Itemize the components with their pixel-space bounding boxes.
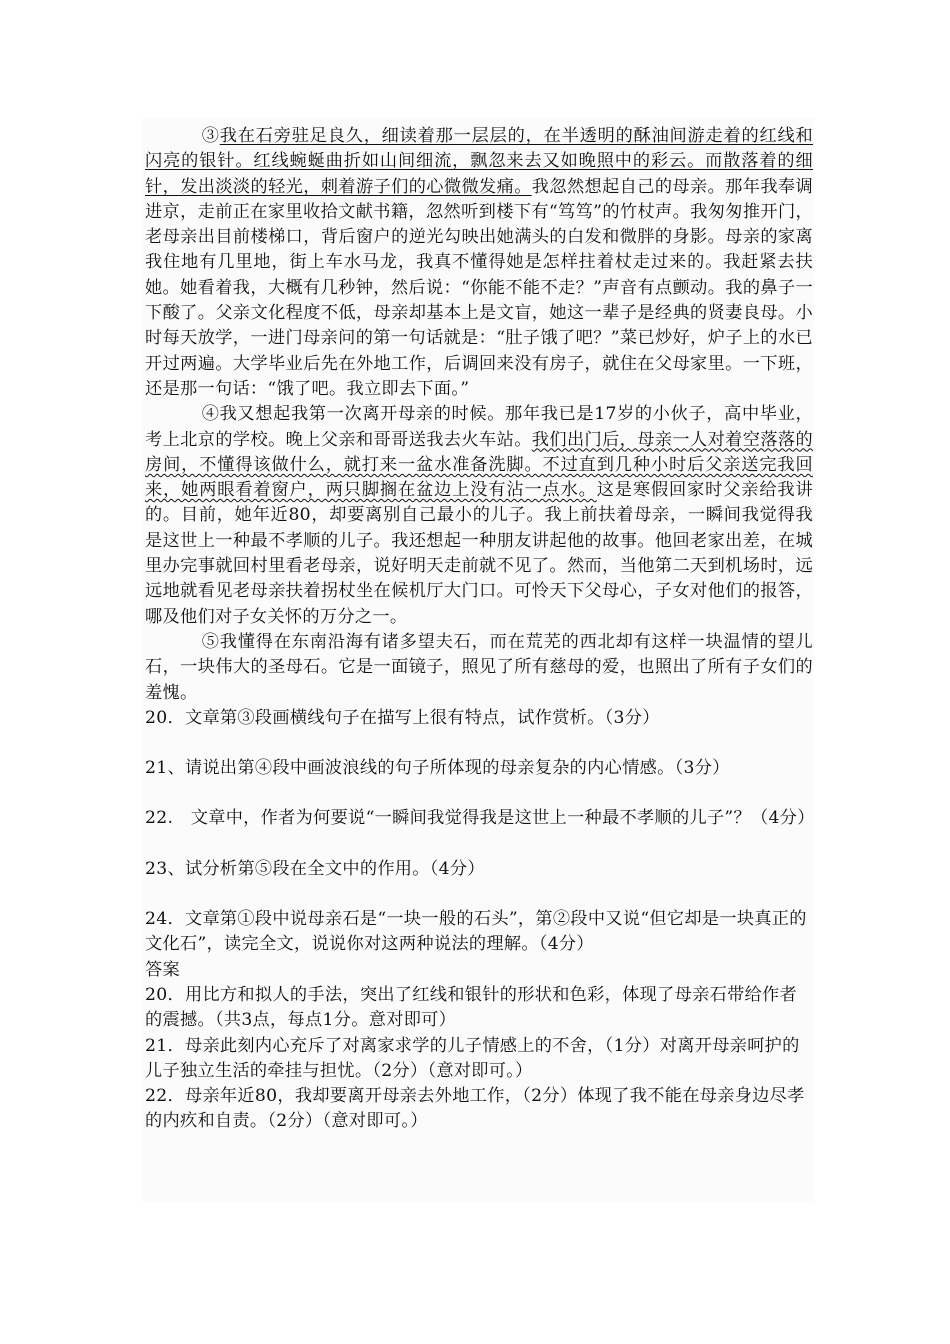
paragraph-text: 我又想起我第一次离开母亲的时候。那年我已是17岁的小伙子，高中毕业，考上北京的学校。晚上父亲和哥哥送我去火车站。 [145, 404, 813, 450]
answer-space [145, 781, 813, 806]
paragraph-text: 这是寒假回家时父亲给我讲的。目前，她年近80，却要离别自己最小的儿子。我上前扶着母亲，一瞬间我觉得我是这世上一种最不孝顺的儿子。我还想起一种朋友讲起他的故事。他回老家出差，在城里办完事就回村里看老母亲，说好明天走前就不见了。然而，当他第二天到机场时，远远地就看见老母亲扶着拐杖坐在候机厅大门口。可怜天下父母心，子女对他们的报答，哪及他们对子女关怀的万分之一。 [145, 480, 813, 627]
answer-space [145, 882, 813, 907]
answers-heading: 答案 [145, 959, 180, 980]
question-24: 24．文章第①段中说母亲石是“一块一般的石头”，第②段中又说“但它却是一块真正的文化石”，读完全文，说说你对这两种说法的理解。（4分） [145, 909, 807, 955]
question-23: 23、试分析第⑤段在全文中的作用。（4分） [145, 858, 485, 879]
question-21: 21、请说出第④段中画波浪线的句子所体现的母亲复杂的内心情感。（3分） [145, 758, 730, 779]
answer-20: 20．用比方和拟人的手法，突出了红线和银针的形状和色彩，体现了母亲石带给作者的震撼。（共3点，每点1分。意对即可） [145, 984, 798, 1031]
paragraph-5 [145, 630, 813, 706]
paragraph-number: ③ [201, 126, 220, 146]
underlined-sentence: 我在石旁驻足良久，细读着那一层层的，在半透明的酥油间游走着的红线和闪亮的银针。红线蜿蜒曲折如山间细流，飘忽来去又如晚照中的彩云。而散落着的细针，发出淡淡的轻光，刺着游子们的心微微发痛。 [145, 126, 813, 197]
document-body [145, 124, 813, 1135]
paragraph-text: 我懂得在东南沿海有诸多望夫石，而在荒芜的西北却有这样一块温情的望儿石，一块伟大的圣母石。它是一面镜子，照见了所有慈母的爱，也照出了所有子女们的羞愧。 [145, 631, 813, 703]
paragraph-number: ⑤ [201, 631, 220, 652]
paragraph-3 [145, 124, 813, 402]
paragraph-4 [145, 402, 813, 630]
answer-22: 22．母亲年近80，我却要离开母亲去外地工作，（2分）体现了我不能在母亲身边尽孝的内疚和自责。（2分）（意对即可。） [145, 1086, 805, 1132]
paragraph-text: 我忽然想起自己的母亲。那年我奉调进京，走前正在家里收拾文献书籍，忽然听到楼下有“笃笃”的竹杖声。我匆匆推开门，老母亲出目前楼梯口，背后窗户的逆光勾映出她满头的白发和微胖的身影。母亲的家离我住地有几里地，街上车水马龙，我真不懂得她是怎样拄着杖走过来的。我赶紧去扶她。她看着我，大概有几秒钟，然后说：“你能不能不走？”声音有点颤动。我的鼻子一下酸了。父亲文化程度不低，母亲却基本上是文盲，她这一辈子是经典的贤妻良母。小时每天放学，一进门母亲问的第一句话就是：“肚子饿了吧？”菜已炒好，炉子上的水已开过两遍。大学毕业后先在外地工作，后调回来没有房子，就住在父母家里。一下班，还是那一句话：“饿了吧。我立即去下面。” [145, 176, 813, 399]
answer-space [145, 832, 813, 857]
question-22: 22. 文章中，作者为何要说“一瞬间我觉得我是这世上一种最不孝顺的儿子”？（4分） [145, 808, 815, 829]
question-20: 20．文章第③段画横线句子在描写上很有特点，试作赏析。（3分） [145, 707, 660, 728]
answer-space [145, 731, 813, 756]
paragraph-number: ④ [201, 404, 220, 425]
wavy-underlined-sentence: 我们出门后，母亲一人对着空落落的房间，不懂得该做什么，就打来一盆水准备洗脚。不过直到几种小时后父亲送完我回来，她两眼看着窗户，两只脚搁在盆边上没有沾一点水。 [145, 429, 813, 501]
answer-21: 21．母亲此刻内心充斥了对离家求学的儿子情感上的不舍，（1分）对离开母亲呵护的儿子独立生活的牵挂与担忧。（2分）（意对即可。） [145, 1035, 800, 1081]
